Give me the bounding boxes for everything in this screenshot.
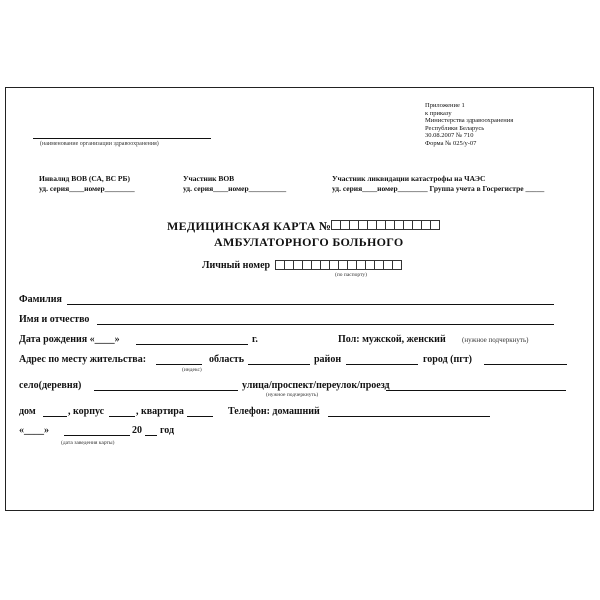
name-field[interactable] [97, 324, 554, 325]
date-open-suffix: год [160, 425, 175, 436]
building-field[interactable] [109, 416, 135, 417]
surname-field[interactable] [67, 304, 554, 305]
name-label: Имя и отчество [19, 314, 90, 325]
sex-label: Пол: мужской, женский [338, 334, 446, 345]
index-note: (индекс) [182, 367, 202, 373]
house-field[interactable] [43, 416, 67, 417]
city-label: город (пгт) [423, 354, 472, 365]
district-field[interactable] [346, 364, 418, 365]
address-label: Адрес по месту жительства: [19, 354, 147, 365]
digit-cell[interactable] [430, 220, 440, 230]
medical-card-form [5, 87, 594, 511]
order-line: к приказу [425, 109, 452, 117]
date-open-note: (дата заведения карты) [61, 440, 115, 446]
date-open-year-field[interactable] [145, 435, 157, 436]
district-label: район [314, 354, 342, 365]
index-field[interactable] [156, 364, 202, 365]
order-line: Приложение 1 [425, 102, 465, 109]
phone-label: Телефон: домашний [228, 406, 320, 417]
personal-number-note: (по паспорту) [335, 272, 368, 278]
participant-title: Участник ВОВ [183, 174, 235, 183]
invalid-title: Инвалид ВОВ (СА, ВС РБ) [39, 174, 130, 183]
personal-number-label: Личный номер [202, 260, 271, 271]
order-line: Форма № 025/у-07 [425, 139, 477, 147]
digit-cell[interactable] [392, 260, 402, 270]
card-title: МЕДИЦИНСКАЯ КАРТА № [167, 219, 332, 233]
date-open-day: «____» [19, 425, 49, 436]
participant-id: уд. серия____номер__________ [183, 184, 287, 193]
invalid-id: уд. серия____номер________ [39, 184, 135, 193]
sex-note: (нужное подчеркнуть) [462, 336, 529, 344]
order-line: Республики Беларусь [425, 124, 485, 132]
region-label: область [209, 354, 244, 365]
order-line: Министерства здравоохранения [425, 117, 514, 124]
card-subtitle: АМБУЛАТОРНОГО БОЛЬНОГО [214, 235, 404, 249]
street-note: (нужное подчеркнуть) [266, 392, 319, 398]
order-reference [425, 102, 513, 147]
liquidator-title: Участник ликвидации катастрофы на ЧАЭС [332, 174, 486, 183]
village-field[interactable] [94, 390, 238, 391]
city-field[interactable] [484, 364, 567, 365]
phone-field[interactable] [328, 416, 490, 417]
org-name-line [33, 138, 211, 139]
date-open-year: 20 [132, 425, 142, 436]
birth-date-field[interactable] [136, 344, 248, 345]
birth-year-suffix: г. [252, 334, 258, 345]
org-caption: (наименование организации здравоохранения) [40, 141, 159, 147]
street-field[interactable] [386, 390, 566, 391]
street-label: улица/проспект/переулок/проезд [242, 380, 390, 391]
apartment-field[interactable] [187, 416, 213, 417]
personal-number-cells[interactable] [276, 260, 402, 270]
birth-date-label: Дата рождения «____» [19, 334, 120, 345]
card-number-cells[interactable] [332, 220, 440, 230]
house-label: дом [19, 406, 36, 417]
building-label: , корпус [68, 406, 105, 417]
village-label: село(деревня) [19, 380, 82, 391]
region-field[interactable] [248, 364, 310, 365]
order-line: 30.08.2007 № 710 [425, 132, 474, 139]
apartment-label: , квартира [136, 406, 184, 417]
date-open-month-field[interactable] [64, 435, 130, 436]
liquidator-id: уд. серия____номер________ Группа учета в Госрегистре _____ [332, 184, 545, 193]
surname-label: Фамилия [19, 294, 62, 305]
